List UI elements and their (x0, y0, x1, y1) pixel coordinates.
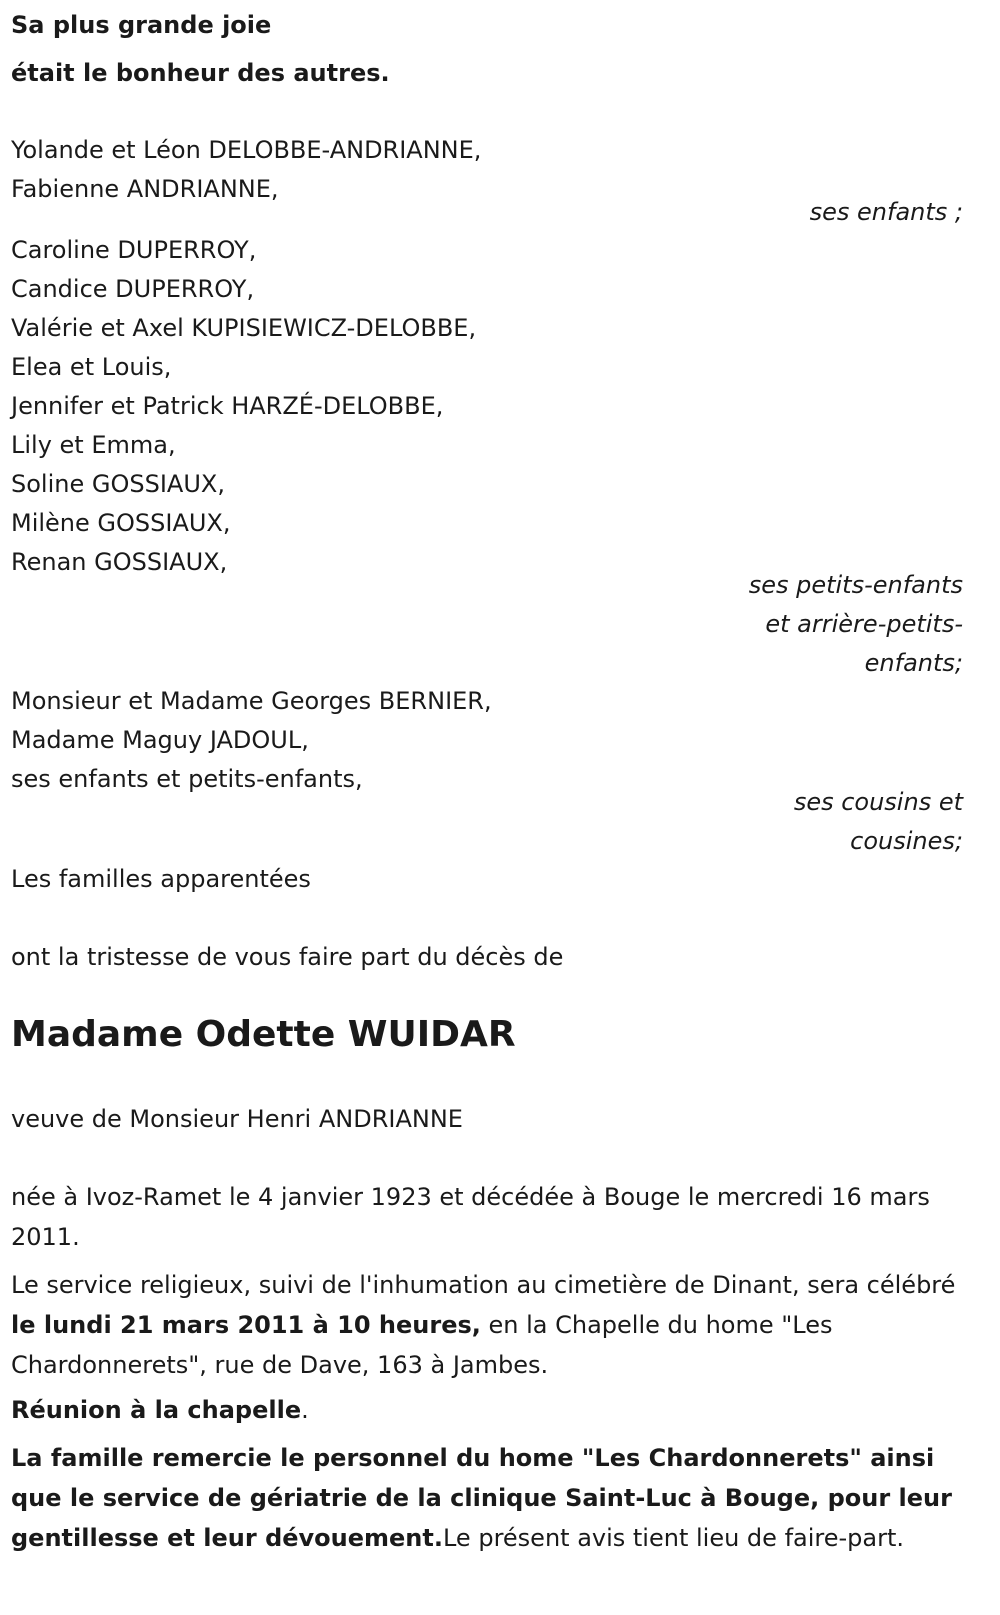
children-role: ses enfants ; (809, 198, 963, 226)
child-name: Yolande et Léon DELOBBE-ANDRIANNE, (11, 136, 482, 164)
service-text-2: en la Chapelle du home "Les Chardonnerets", rue de Dave, 163 à Jambes. (11, 1311, 833, 1379)
deceased-name: Madame Odette WUIDAR (11, 1014, 516, 1055)
service-text-1: Le service religieux, suivi de l'inhumation au cimetière de Dinant, sera célébré (11, 1271, 956, 1299)
cousin-name: ses enfants et petits-enfants, (11, 765, 363, 793)
child-name: Fabienne ANDRIANNE, (11, 175, 279, 203)
grandchildren-role-line-2: et arrière-petits- (765, 610, 963, 638)
grandchild-name: Milène GOSSIAUX, (11, 509, 231, 537)
thanks-notice (11, 1438, 963, 1558)
cousin-name: Madame Maguy JADOUL, (11, 726, 309, 754)
related-families: Les familles apparentées (11, 865, 311, 893)
motto-line-2: était le bonheur des autres. (11, 59, 390, 87)
thanks-text: La famille remercie le personnel du home "Les Chardonnerets" ainsi que le service de gériatrie de la clinique Saint-Luc à Bouge, pour leur gentillesse et leur dévouement. (11, 1444, 952, 1552)
motto-line-1: Sa plus grande joie (11, 11, 272, 39)
grandchild-name: Candice DUPERROY, (11, 275, 255, 303)
service-date: le lundi 21 mars 2011 à 10 heures, (11, 1311, 481, 1339)
widow-of: veuve de Monsieur Henri ANDRIANNE (11, 1105, 463, 1133)
grandchild-name: Elea et Louis, (11, 353, 172, 381)
announcement: ont la tristesse de vous faire part du décès de (11, 943, 564, 971)
faire-part-note: Le présent avis tient lieu de faire-part. (442, 1524, 904, 1552)
grandchild-name: Jennifer et Patrick HARZÉ-DELOBBE, (11, 392, 444, 420)
grandchildren-role-line-3: enfants; (864, 649, 963, 677)
grandchild-name: Valérie et Axel KUPISIEWICZ-DELOBBE, (11, 314, 477, 342)
cousins-role-line-1: ses cousins et (793, 788, 963, 816)
meeting-notice (11, 1390, 963, 1430)
grandchild-name: Lily et Emma, (11, 431, 176, 459)
cousin-name: Monsieur et Madame Georges BERNIER, (11, 687, 492, 715)
meeting-suffix: . (301, 1396, 309, 1424)
birth-death-dates: née à Ivoz-Ramet le 4 janvier 1923 et décédée à Bouge le mercredi 16 mars 2011. (11, 1183, 930, 1251)
grandchild-name: Renan GOSSIAUX, (11, 548, 228, 576)
grandchildren-role-line-1: ses petits-enfants (748, 571, 963, 599)
obituary-notice (11, 0, 963, 1615)
service-details (11, 1265, 963, 1385)
meeting-text: Réunion à la chapelle (11, 1396, 302, 1424)
grandchild-name: Soline GOSSIAUX, (11, 470, 225, 498)
grandchild-name: Caroline DUPERROY, (11, 236, 257, 264)
cousins-role-line-2: cousines; (850, 827, 963, 855)
